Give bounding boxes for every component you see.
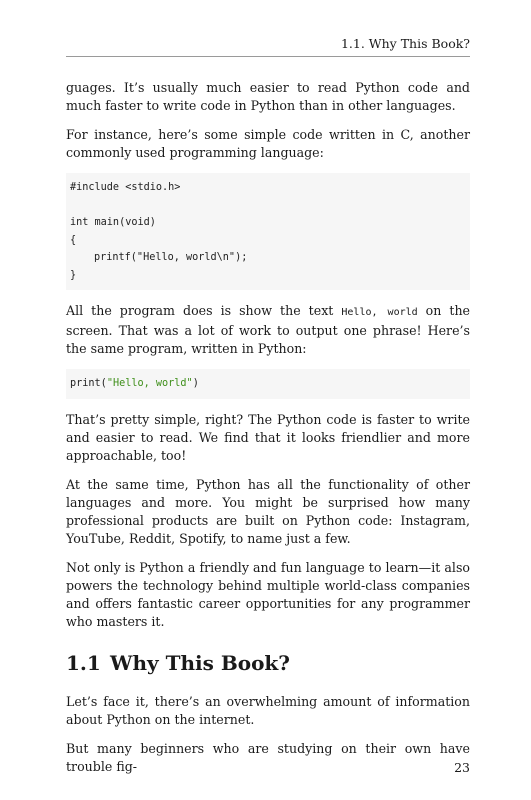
paragraph: But many beginners who are studying on their own have trouble fig- [66, 740, 470, 774]
code-line: } [70, 269, 77, 281]
code-line: int main(void) [70, 217, 156, 228]
paragraph: For instance, here’s some simple code written in C, another commonly used programming language: [66, 127, 470, 160]
code-line: printf("Hello, world\n"); [94, 252, 248, 263]
inline-code: Hello, world [341, 307, 418, 318]
code-function: print( [70, 378, 107, 389]
code-line: { [70, 234, 77, 246]
paragraph: Let’s face it, there’s an overwhelming amount of information about Python on the internet. [66, 693, 470, 727]
code-punct: ) [192, 378, 199, 389]
paragraph: At the same time, Python has all the functionality of other languages and more. You might be surprised how many professional products are built on Python code: Instagram, YouTube, Reddit, Spotify, to name just a few. [66, 476, 470, 546]
python-code-block [66, 369, 470, 399]
code-blank-line [70, 197, 466, 215]
page-body [66, 79, 470, 787]
c-code-block [66, 173, 470, 290]
page-number: 23 [454, 760, 470, 775]
paragraph: That’s pretty simple, right? The Python code is faster to write and easier to read. We find that it looks friendlier and more approachable, too! [66, 411, 470, 463]
paragraph: guages. It’s usually much easier to read Python code and much faster to write code in Python than in other languages. [66, 80, 470, 113]
code-line [70, 375, 466, 393]
paragraph [66, 302, 470, 358]
running-head: 1.1. Why This Book? [66, 36, 470, 57]
paragraph: Not only is Python a friendly and fun language to learn—it also powers the technology behind multiple world-class companies and offers fantastic career opportunities for any programmer who masters it. [66, 559, 470, 629]
paragraph-text: on the screen. That was a lot of work to output one phrase! Here’s the same program, written in Python: [66, 303, 471, 356]
code-string: "Hello, world" [106, 378, 193, 389]
section-title: Why This Book? [110, 650, 290, 675]
paragraph-text: All the program does is show the text [66, 303, 342, 318]
code-line: #include <stdio.h> [70, 182, 181, 193]
section-number: 1.1 [66, 650, 101, 675]
section-heading [66, 651, 470, 675]
